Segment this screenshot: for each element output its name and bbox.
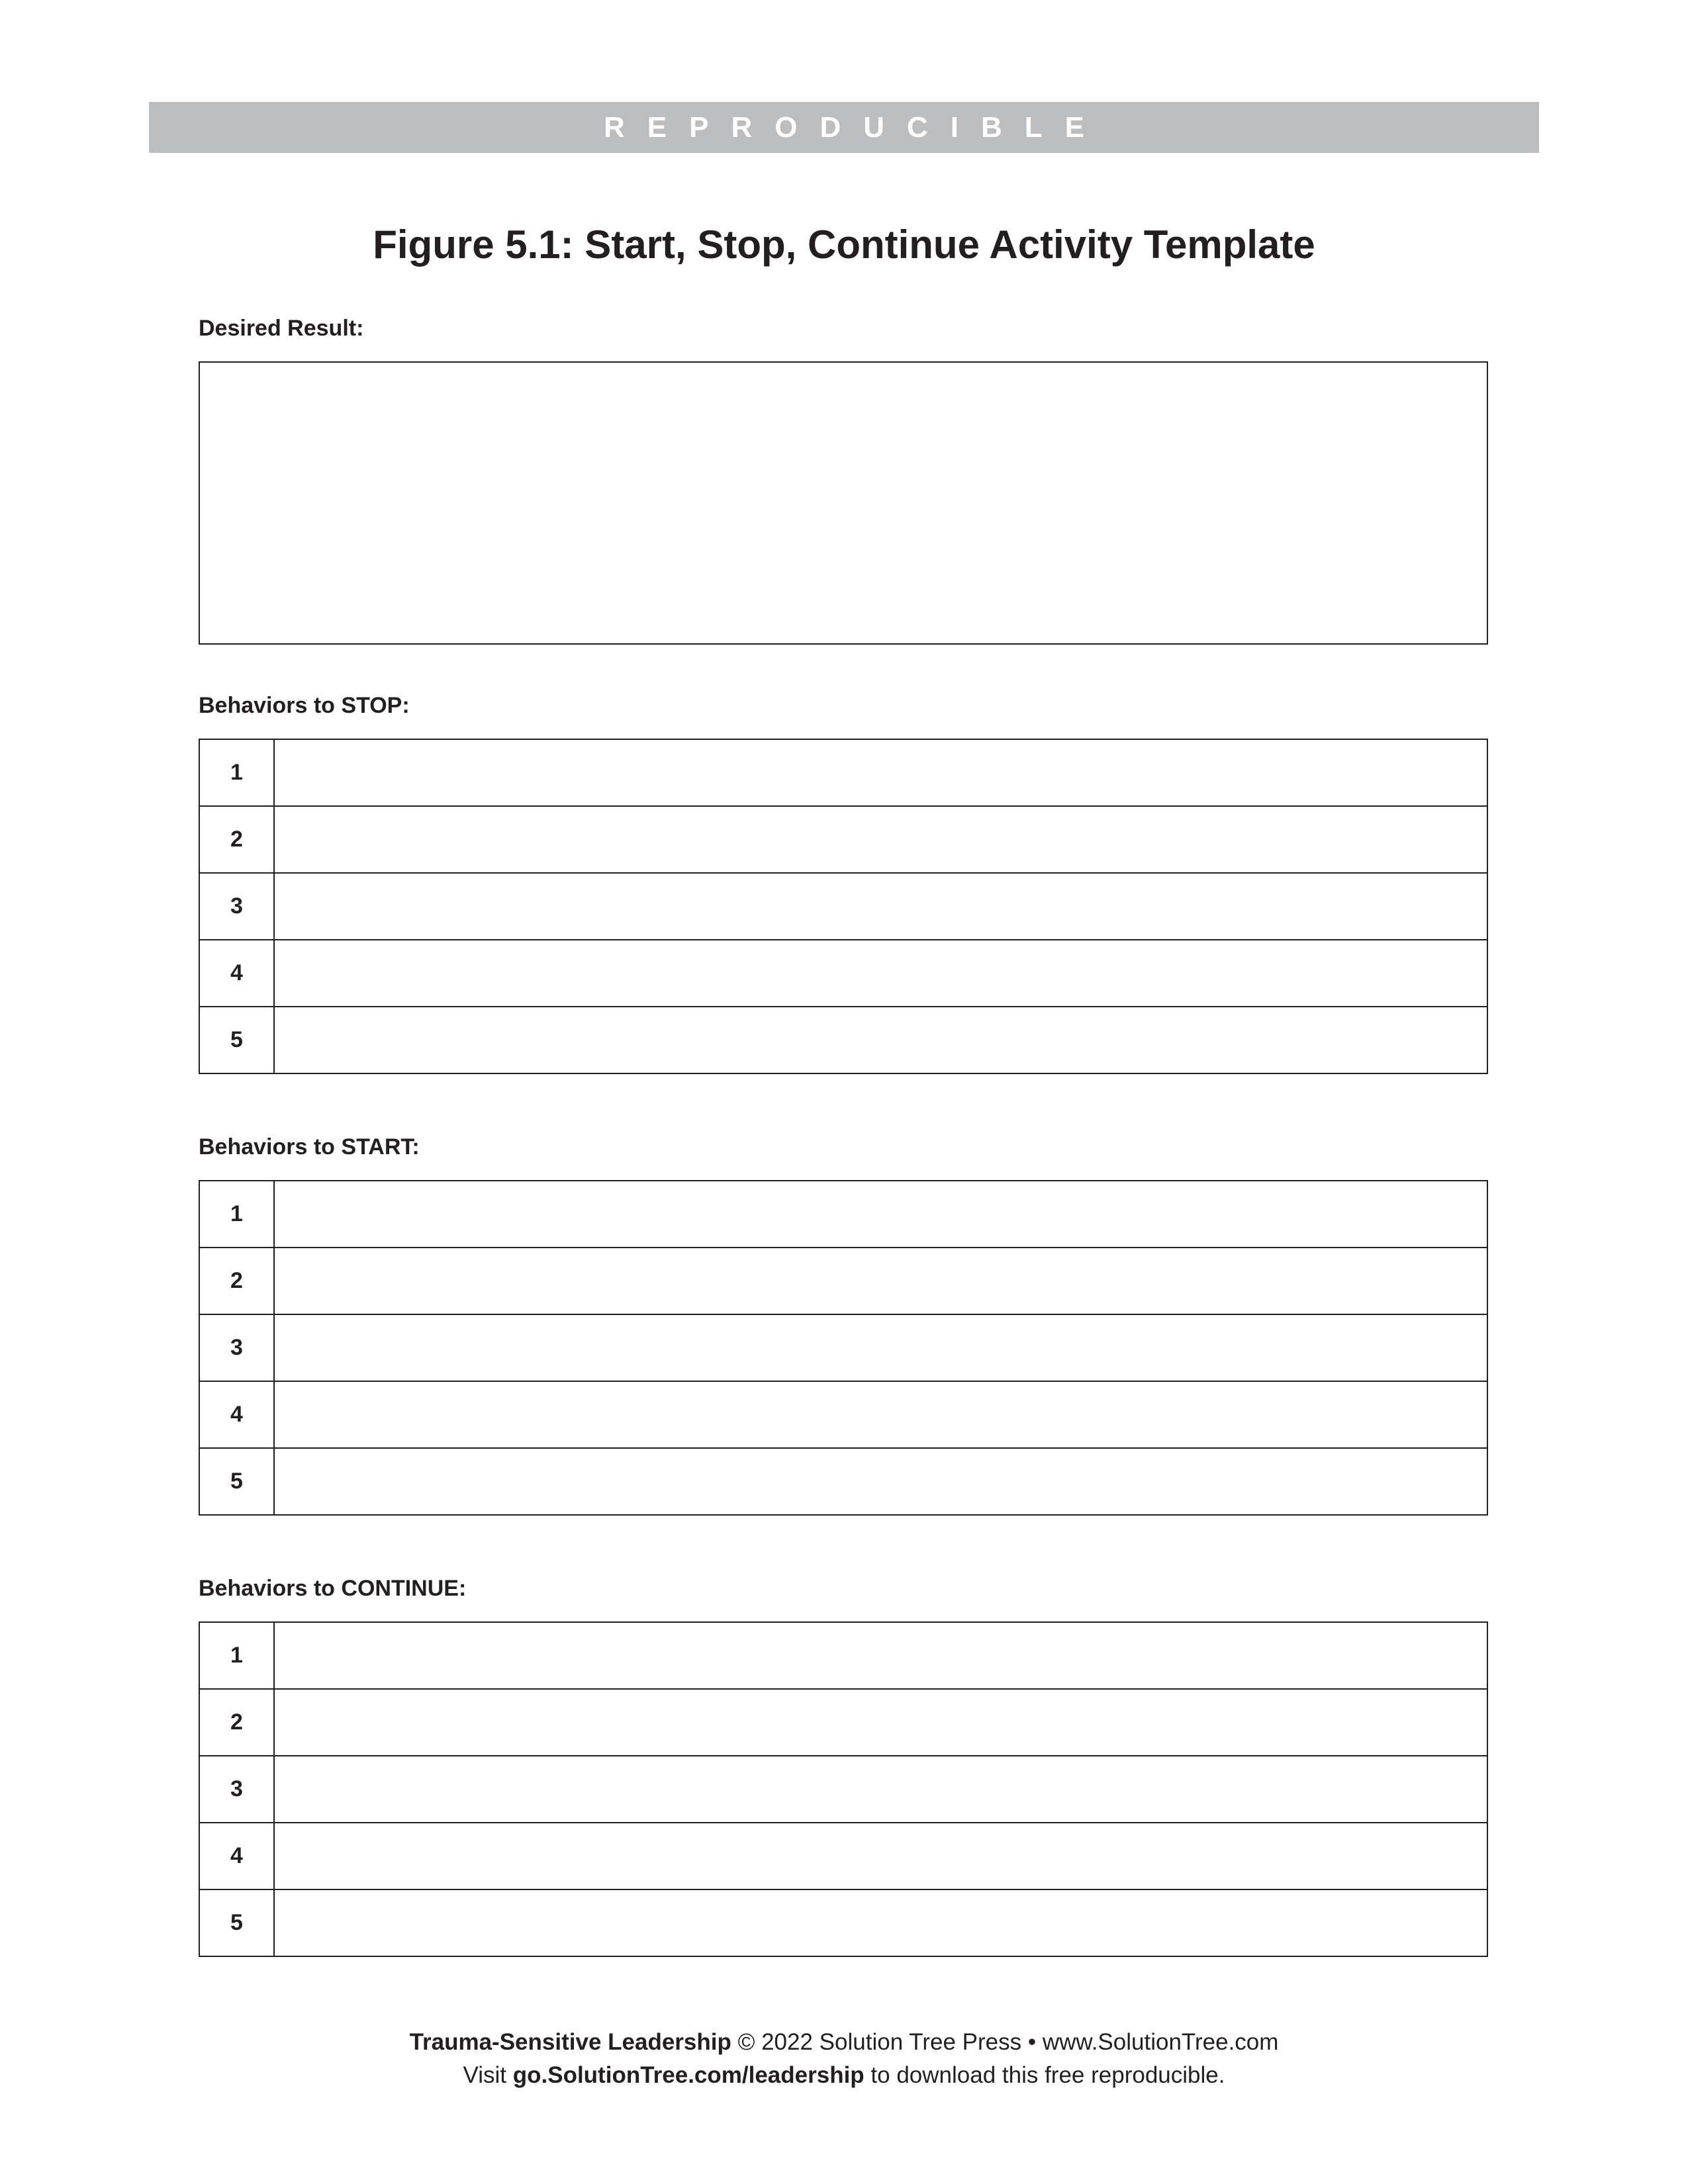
continue-table [199, 1621, 1488, 1957]
table-row [199, 1181, 1487, 1248]
row-number: 4 [199, 1381, 274, 1448]
behavior-entry-field[interactable] [274, 1314, 1487, 1381]
banner-label: REPRODUCIBLE [603, 111, 1107, 144]
table-row [199, 1448, 1487, 1515]
reproducible-banner [149, 102, 1539, 153]
behavior-entry-field[interactable] [274, 1823, 1487, 1889]
behavior-entry-field[interactable] [274, 873, 1487, 940]
table-row [199, 1756, 1487, 1823]
table-row [199, 1007, 1487, 1073]
table-row [199, 739, 1487, 806]
row-number: 2 [199, 1248, 274, 1314]
start-table [199, 1180, 1488, 1516]
table-row [199, 1381, 1487, 1448]
row-number: 5 [199, 1007, 274, 1073]
book-title: Trauma-Sensitive Leadership [409, 2029, 731, 2055]
behavior-entry-field[interactable] [274, 1007, 1487, 1073]
footer-visit-line [0, 2062, 1688, 2089]
table-row [199, 1823, 1487, 1889]
behavior-entry-field[interactable] [274, 1381, 1487, 1448]
continue-section-label: Behaviors to CONTINUE: [199, 1576, 467, 1601]
desired-result-label: Desired Result: [199, 316, 364, 341]
behavior-entry-field[interactable] [274, 1448, 1487, 1515]
footer-copyright-line [0, 2029, 1688, 2056]
behavior-entry-field[interactable] [274, 739, 1487, 806]
visit-suffix: to download this free reproducible. [864, 2062, 1225, 2088]
table-row [199, 873, 1487, 940]
stop-section-label: Behaviors to STOP: [199, 693, 410, 718]
row-number: 2 [199, 1689, 274, 1756]
row-number: 5 [199, 1889, 274, 1956]
table-row [199, 806, 1487, 873]
start-section-label: Behaviors to START: [199, 1134, 420, 1160]
row-number: 1 [199, 1622, 274, 1689]
behavior-entry-field[interactable] [274, 1181, 1487, 1248]
behavior-entry-field[interactable] [274, 1689, 1487, 1756]
behavior-entry-field[interactable] [274, 1756, 1487, 1823]
download-link[interactable]: go.SolutionTree.com/leadership [512, 2062, 865, 2088]
row-number: 5 [199, 1448, 274, 1515]
behavior-entry-field[interactable] [274, 1889, 1487, 1956]
row-number: 1 [199, 1181, 274, 1248]
behavior-entry-field[interactable] [274, 1248, 1487, 1314]
visit-prefix: Visit [463, 2062, 513, 2088]
table-row [199, 1622, 1487, 1689]
table-row [199, 1689, 1487, 1756]
row-number: 3 [199, 873, 274, 940]
page-title: Figure 5.1: Start, Stop, Continue Activity Template [373, 222, 1315, 267]
copyright-text: © 2022 Solution Tree Press • www.SolutionTree.com [731, 2029, 1279, 2055]
table-row [199, 940, 1487, 1007]
row-number: 3 [199, 1314, 274, 1381]
row-number: 1 [199, 739, 274, 806]
row-number: 4 [199, 940, 274, 1007]
behavior-entry-field[interactable] [274, 806, 1487, 873]
behavior-entry-field[interactable] [274, 940, 1487, 1007]
stop-table [199, 739, 1488, 1074]
row-number: 3 [199, 1756, 274, 1823]
row-number: 4 [199, 1823, 274, 1889]
behavior-entry-field[interactable] [274, 1622, 1487, 1689]
row-number: 2 [199, 806, 274, 873]
desired-result-field[interactable] [199, 361, 1488, 645]
table-row [199, 1889, 1487, 1956]
table-row [199, 1314, 1487, 1381]
table-row [199, 1248, 1487, 1314]
